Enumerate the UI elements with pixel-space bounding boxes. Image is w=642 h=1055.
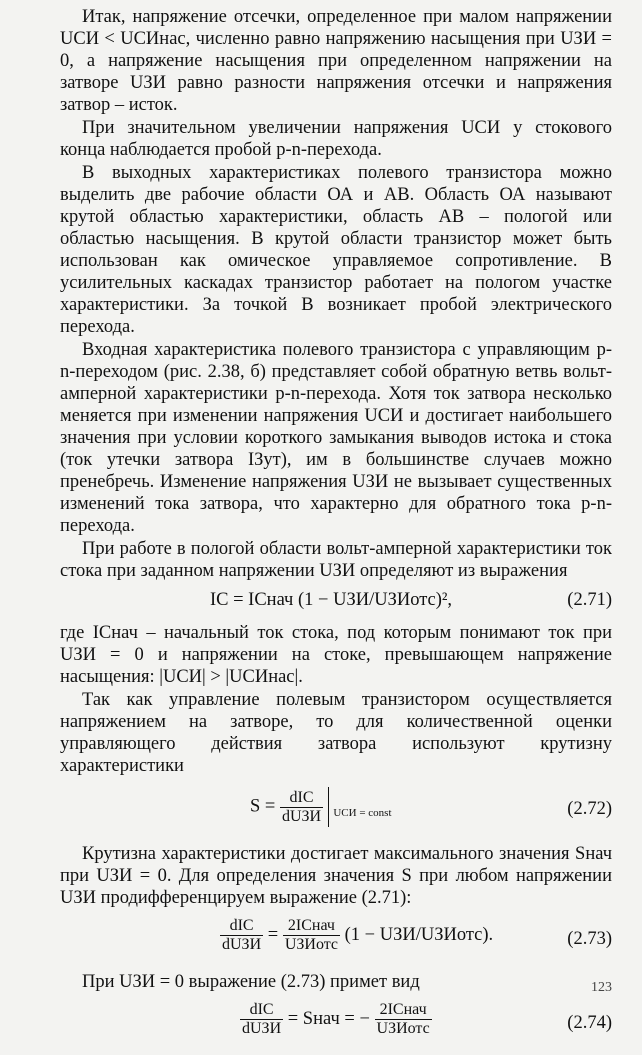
- equation-2-72: [60, 777, 612, 843]
- paragraph-1: Итак, напряжение отсечки, определенное при малом напряжении UСИ < UСИнас, численно равно напряжению насыщения при UЗИ = 0, а напряжение насыщения при определенном напряжении на затворе UЗИ равно разности напряжения отсечки и напряжения затвор – исток.: [60, 7, 612, 115]
- paragraph-2: При значительном увеличении напряжения UСИ у стокового конца наблюдается пробой p-n-перехода.: [60, 118, 612, 160]
- evaluation-bar: [328, 787, 329, 827]
- equation-2-71: [60, 582, 612, 622]
- equation-2-74-number: (2.74): [567, 1013, 612, 1033]
- paragraph-4: Входная характеристика полевого транзистора с управляющим p-n-переходом (рис. 2.38, б) представляет собой обратную ветвь вольт-амперной характеристики p-n-перехода. Хотя ток затвора несколько меняется при изменении напряжения UСИ и достигает наибольшего значения при условии короткого замыкания выводов истока и стока (ток утечки затвора IЗут), им в большинстве случаев можно пренебречь. Изменение напряжения UЗИ не вызывает существенных изменений тока затвора, что характерно для обратного тока p-n-перехода.: [60, 340, 612, 536]
- document-page: [60, 6, 612, 1055]
- equation-2-72-number: (2.72): [567, 799, 612, 819]
- equation-2-72-fraction: $\frac{\text{dIС}}{\text{dUЗИ}}$: [281, 788, 322, 825]
- equation-2-73: [60, 909, 612, 971]
- paragraph-5: При работе в пологой области вольт-амперной характеристики ток стока при заданном напряжении UЗИ определяют из выражения: [60, 539, 612, 581]
- equation-2-74: [60, 993, 612, 1055]
- paragraph-7: Так как управление полевым транзистором осуществляется напряжением на затворе, то для количественной оценки управляющего действия затвора используют крутизну характеристики: [60, 690, 612, 776]
- equation-2-74-formula: $\frac{\text{dIС}}{\text{dUЗИ}}$ = Sнач = − $\frac{\text{2IСнач}}{\text{UЗИотс}}$: [242, 1001, 430, 1037]
- equation-2-71-body: IС = IСнач (1 − UЗИ/UЗИотс)²,: [210, 590, 453, 610]
- paragraph-8: Крутизна характеристики достигает максимального значения Sнач при UЗИ = 0. Для определения значения S при любом напряжении UЗИ продифференцируем выражение (2.71):: [60, 844, 612, 908]
- page-number: 123: [591, 980, 612, 995]
- equation-2-73-formula: $\frac{\text{dIС}}{\text{dUЗИ}}$ = $\frac{\text{2IСнач}}{\text{UЗИотс}}$ (1 − UЗИ/UЗИотс).: [222, 917, 494, 953]
- equation-2-73-number: (2.73): [567, 929, 612, 949]
- equation-2-72-formula: S = $\frac{\text{dIС}}{\text{dUЗИ}}$ $_{UСИ = const}$: [250, 787, 392, 827]
- paragraph-3: В выходных характеристиках полевого транзистора можно выделить две рабочие области ОА и АВ. Область ОА называют крутой областью характеристики, область АВ – пологой или областью насыщения. В крутой области транзистор может быть использован как омическое управляемое сопротивление. В усилительных каскадах транзистор работает на пологом участке характеристики. За точкой В возникает пробой электрического перехода.: [60, 163, 612, 337]
- paragraph-6: где IСнач – начальный ток стока, под которым понимают ток при UЗИ = 0 и напряжении на стоке, превышающем напряжение насыщения: |UСИ| > |UСИнас|.: [60, 623, 612, 687]
- paragraph-9: При UЗИ = 0 выражение (2.73) примет вид: [82, 972, 420, 992]
- equation-2-71-number: (2.71): [567, 590, 612, 610]
